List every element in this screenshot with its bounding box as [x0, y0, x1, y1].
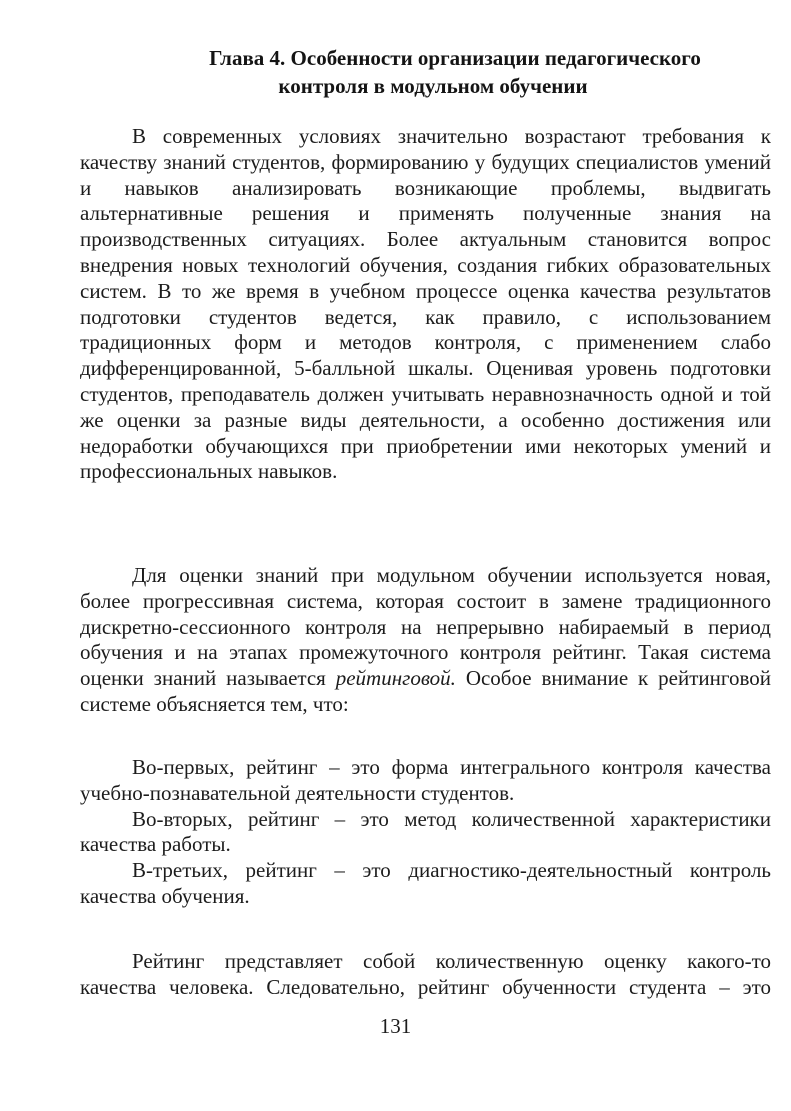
paragraph-2-text-b: Особое внимание к рейтинговой системе объясняется тем, что: — [80, 666, 771, 716]
body-block-1 — [80, 124, 771, 485]
chapter-title-line-1: Глава 4. Особенности организации педагогического — [209, 46, 701, 70]
paragraph-1: В современных условиях значительно возрастают требования к качеству знаний студентов, формированию у будущих специалистов умений и навыков анализировать возникающие проблемы, выдвигать альтернативные решения и применять полученные знания на производственных ситуациях. Более актуальным становится вопрос внедрения новых технологий обучения, создания гибких образовательных систем. В то же время в учебном процессе оценка качества результатов подготовки студентов ведется, как правило, с использованием традиционных форм и методов контроля, с применением слабо дифференцированной, 5-балльной шкалы. Оценивая уровень подготовки студентов, преподаватель должен учитывать неравнозначность одной и той же оценки за разные виды деятельности, а особенно достижения или недоработки обучающихся при приобретении ими некоторых умений и профессиональных навыков. — [80, 124, 771, 484]
paragraph-2 — [80, 563, 771, 718]
paragraph-2-italic-term: рейтинговой. — [335, 666, 456, 691]
paragraph-2-text-a: Для оценки знаний при модульном обучении используется новая, более прогрессивная система, которая состоит в замене традиционного дискретно-сессионного контроля на непрерывно набираемый в период обучения и на этапах промежуточного контроля рейтинг. Такая система оценки знаний называется — [80, 563, 771, 691]
paragraph-3: Во-первых, рейтинг – это форма интегрального контроля качества учебно-познавательной деятельности студентов. — [80, 755, 771, 805]
paragraph-6: Рейтинг представляет собой количественную оценку какого-то качества человека. Следовательно, рейтинг обученности студента – это — [80, 949, 771, 999]
paragraph-4: Во-вторых, рейтинг – это метод количественной характеристики качества работы. — [80, 806, 771, 857]
chapter-title — [120, 44, 790, 100]
page-number: 131 — [379, 1014, 412, 1038]
body-block-4 — [80, 949, 771, 1001]
body-block-3 — [80, 755, 771, 910]
chapter-title-line-2: контроля в модульном обучении — [278, 74, 588, 98]
paragraph-5: В-третьих, рейтинг – это диагностико-деятельностный контроль качества обучения. — [80, 858, 771, 908]
body-block-2 — [80, 563, 771, 718]
